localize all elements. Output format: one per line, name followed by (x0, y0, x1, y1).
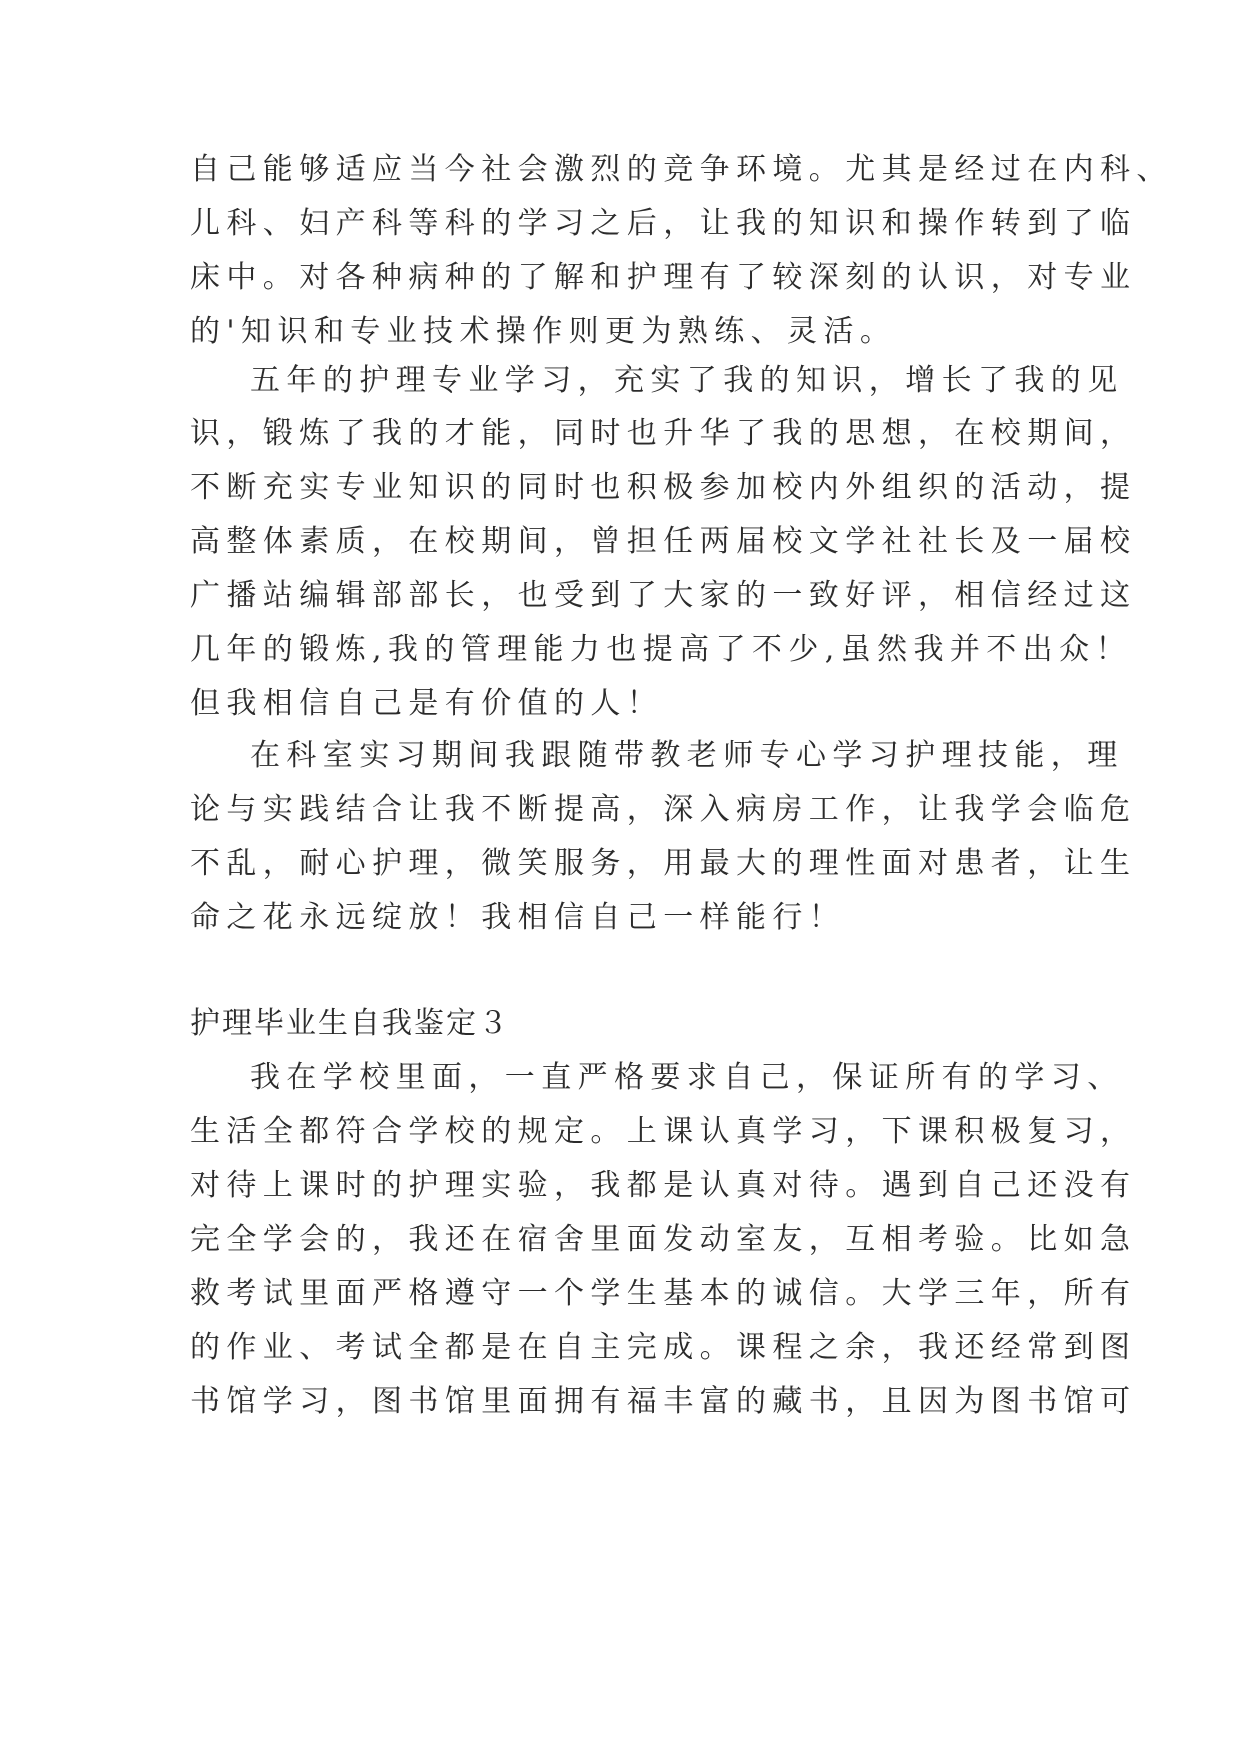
paragraph-4-first-line: 我在学校里面，一直严格要求自己，保证所有的学习、 (250, 1060, 1124, 1095)
paragraph-3-line: 不乱，耐心护理，微笑服务，用最大的理性面对患者，让生 (190, 846, 1137, 881)
paragraph-4-line: 对待上课时的护理实验，我都是认真对待。遇到自己还没有 (190, 1168, 1137, 1203)
paragraph-4-line: 生活全都符合学校的规定。上课认真学习，下课积极复习， (190, 1114, 1137, 1149)
section-heading: 护理毕业生自我鉴定３ (190, 1006, 510, 1041)
paragraph-4-line: 的作业、考试全都是在自主完成。课程之余，我还经常到图 (190, 1330, 1137, 1365)
paragraph-2-line: 但我相信自己是有价值的人！ (190, 686, 664, 721)
paragraph-4-line: 完全学会的，我还在宿舍里面发动室友，互相考验。比如急 (190, 1222, 1137, 1257)
paragraph-3-line: 命之花永远绽放！我相信自己一样能行！ (190, 900, 846, 935)
paragraph-4-line: 书馆学习，图书馆里面拥有福丰富的藏书，且因为图书馆可 (190, 1384, 1137, 1419)
paragraph-2-line: 识，锻炼了我的才能，同时也升华了我的思想，在校期间， (190, 416, 1137, 451)
paragraph-2-line: 几年的锻炼,我的管理能力也提高了不少,虽然我并不出众！ (190, 632, 1132, 667)
paragraph-3-line: 论与实践结合让我不断提高，深入病房工作，让我学会临危 (190, 792, 1137, 827)
paragraph-2-line: 高整体素质，在校期间，曾担任两届校文学社社长及一届校 (190, 524, 1137, 559)
paragraph-4-line: 救考试里面严格遵守一个学生基本的诚信。大学三年，所有 (190, 1276, 1137, 1311)
paragraph-2-line: 广播站编辑部部长，也受到了大家的一致好评，相信经过这 (190, 578, 1137, 613)
paragraph-3-first-line: 在科室实习期间我跟随带教老师专心学习护理技能，理 (250, 738, 1124, 773)
paragraph-1-line: 床中。对各种病种的了解和护理有了较深刻的认识，对专业 (190, 260, 1137, 295)
paragraph-1-line: 的'知识和专业技术操作则更为熟练、灵活。 (190, 314, 897, 349)
paragraph-2-line: 不断充实专业知识的同时也积极参加校内外组织的活动，提 (190, 470, 1137, 505)
paragraph-2-first-line: 五年的护理专业学习，充实了我的知识，增长了我的见 (250, 363, 1124, 398)
paragraph-1-line: 儿科、妇产科等科的学习之后，让我的知识和操作转到了临 (190, 206, 1137, 241)
paragraph-1-line: 自己能够适应当今社会激烈的竞争环境。尤其是经过在内科、 (190, 152, 1173, 187)
